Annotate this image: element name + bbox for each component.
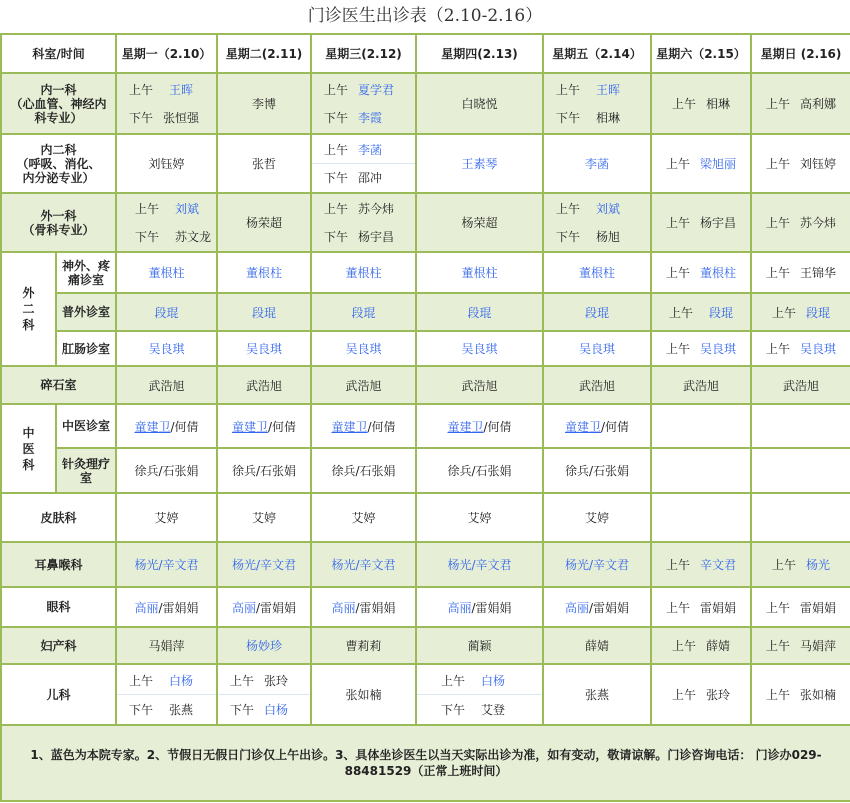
- am-label: 上午: [666, 558, 691, 572]
- cell-erbi-sat: [651, 542, 751, 587]
- cell-gangchang-wed: 吴良琪: [311, 331, 416, 366]
- cell-zhenjiu-sat: [651, 448, 751, 493]
- cell-puwai-thu: 段琨: [416, 293, 543, 331]
- day-header-tue: 星期二(2.11): [217, 34, 311, 73]
- cell-yan-sat: [651, 587, 751, 627]
- am-label: 上午: [669, 305, 694, 320]
- am-label: 上午: [672, 688, 697, 702]
- cell-yan-fri: [543, 587, 651, 627]
- cell-suishi-mon: 武浩旭: [116, 366, 217, 404]
- cell-wai1-fri: [543, 193, 651, 252]
- doctor-name: 李菡: [358, 143, 383, 157]
- day-header-thu: 星期四(2.13): [416, 34, 543, 73]
- row-yan: [1, 587, 850, 627]
- am-label: 上午: [230, 673, 255, 688]
- doctor-name: /雷娟娟: [355, 600, 396, 615]
- doctor-name: 张燕: [169, 702, 194, 717]
- doctor-name: 高丽: [447, 600, 472, 615]
- am-label: 上午: [324, 143, 349, 157]
- day-header-wed: 星期三(2.12): [311, 34, 416, 73]
- cell-suishi-tue: 武浩旭: [217, 366, 311, 404]
- cell-suishi-thu: 武浩旭: [416, 366, 543, 404]
- dept-zhongyi: [1, 404, 56, 493]
- doctor-name: /何倩: [268, 419, 297, 434]
- dept-wai2: [1, 252, 56, 366]
- doctor-name: /雷娟娟: [589, 600, 630, 615]
- cell-fuchan-thu: 蔺颖: [416, 627, 543, 664]
- doctor-name: 高丽: [134, 600, 159, 615]
- cell-fuchan-mon: 马娟萍: [116, 627, 217, 664]
- cell-er-sun: [751, 664, 850, 725]
- day-header-sun: 星期日 (2.16): [751, 34, 850, 73]
- dept-sub: （心血管、神经内科专业）: [10, 96, 107, 125]
- cell-zhenjiu-thu: 徐兵/石张娟: [416, 448, 543, 493]
- cell-fuchan-sat: [651, 627, 751, 664]
- cell-zhenjiu-sun: [751, 448, 850, 493]
- doctor-name: /何倩: [170, 419, 199, 434]
- cell-puwai-mon: 段琨: [116, 293, 217, 331]
- cell-nei2-sun: [751, 134, 850, 193]
- row-wai2-puwai: [1, 293, 850, 331]
- cell-zhenjiu-fri: 徐兵/石张娟: [543, 448, 651, 493]
- schedule-table: [0, 33, 850, 802]
- cell-nei2-wed: [311, 134, 416, 193]
- cell-shenwai-tue: 董根柱: [217, 252, 311, 293]
- row-erbi: [1, 542, 850, 587]
- cell-pifu-thu: 艾婷: [416, 493, 543, 542]
- cell-suishi-fri: 武浩旭: [543, 366, 651, 404]
- doctor-name: 夏学君: [358, 82, 395, 97]
- cell-fuchan-sun: [751, 627, 850, 664]
- doctor-name: 相琳: [596, 111, 621, 126]
- cell-zhongyi-fri: [543, 404, 651, 448]
- cell-shenwai-thu: 董根柱: [416, 252, 543, 293]
- dept-fuchan: 妇产科: [1, 627, 116, 664]
- doctor-name: 艾登: [481, 702, 506, 717]
- cell-erbi-sun: [751, 542, 850, 587]
- cell-nei2-thu: 王素琴: [416, 134, 543, 193]
- doctor-name: 杨旭: [596, 229, 621, 244]
- am-label: 上午: [556, 82, 581, 97]
- doctor-name: /雷娟娟: [471, 600, 512, 615]
- cell-pifu-tue: 艾婷: [217, 493, 311, 542]
- cell-puwai-sun: [751, 293, 850, 331]
- cell-nei2-fri: 李菡: [543, 134, 651, 193]
- day-header-sat: 星期六（2.15）: [651, 34, 751, 73]
- doctor-name: 王锦华: [800, 266, 837, 280]
- doctor-name: 苏文龙: [175, 229, 212, 244]
- pm-label: 下午: [129, 111, 154, 126]
- room-zhenjiu: 针灸理疗室: [56, 448, 116, 493]
- pm-label: 下午: [324, 171, 349, 185]
- doctor-name: 董根柱: [700, 266, 737, 280]
- doctor-name: /何倩: [367, 419, 396, 434]
- cell-er-fri: 张燕: [543, 664, 651, 725]
- doctor-name: 段琨: [709, 305, 734, 320]
- corner-header: 科室/时间: [1, 34, 116, 73]
- cell-yan-mon: [116, 587, 217, 627]
- dept-name: 内二科: [40, 142, 77, 157]
- am-label: 上午: [666, 266, 691, 280]
- cell-nei2-mon: 刘钰婷: [116, 134, 217, 193]
- dept-nei1: [1, 73, 116, 134]
- cell-gangchang-fri: 吴良琪: [543, 331, 651, 366]
- cell-wai1-sat: [651, 193, 751, 252]
- am-label: 上午: [129, 673, 154, 688]
- day-header-mon: 星期一（2.10）: [116, 34, 217, 73]
- dept-name: 外一科: [40, 208, 77, 223]
- doctor-name: 白杨: [481, 673, 506, 688]
- doctor-name: 高利娜: [800, 97, 837, 111]
- am-label: 上午: [324, 202, 349, 217]
- am-label: 上午: [672, 639, 697, 653]
- cell-yan-tue: [217, 587, 311, 627]
- doctor-name: 张恒强: [163, 111, 200, 126]
- cell-fuchan-fri: 薛婧: [543, 627, 651, 664]
- cell-puwai-tue: 段琨: [217, 293, 311, 331]
- cell-pifu-mon: 艾婷: [116, 493, 217, 542]
- am-label: 上午: [666, 216, 691, 230]
- cell-erbi-fri: 杨光/辛文君: [543, 542, 651, 587]
- doctor-name: 梁旭丽: [700, 157, 737, 171]
- dept-erbi: 耳鼻喉科: [1, 542, 116, 587]
- cell-zhongyi-thu: [416, 404, 543, 448]
- doctor-name: 邵冲: [358, 171, 383, 185]
- doctor-name: /何倩: [601, 419, 630, 434]
- pm-label: 下午: [556, 229, 581, 244]
- cell-suishi-wed: 武浩旭: [311, 366, 416, 404]
- doctor-name: 辛文君: [700, 558, 737, 572]
- am-label: 上午: [772, 558, 797, 572]
- cell-gangchang-sat: [651, 331, 751, 366]
- doctor-name: 王晖: [596, 82, 621, 97]
- dept-wai1: [1, 193, 116, 252]
- cell-fuchan-wed: 曹莉莉: [311, 627, 416, 664]
- doctor-name: /雷娟娟: [158, 600, 199, 615]
- doctor-name: 高丽: [331, 600, 356, 615]
- cell-er-mon: [116, 664, 217, 725]
- cell-erbi-wed: 杨光/辛文君: [311, 542, 416, 587]
- row-footer: [1, 725, 850, 801]
- cell-zhongyi-mon: [116, 404, 217, 448]
- am-label: 上午: [135, 202, 160, 217]
- cell-zhongyi-tue: [217, 404, 311, 448]
- cell-shenwai-sat: [651, 252, 751, 293]
- doctor-name: 相琳: [706, 97, 731, 111]
- am-label: 上午: [441, 673, 466, 688]
- doctor-name: 吴良琪: [700, 342, 737, 356]
- cell-erbi-tue: 杨光/辛文君: [217, 542, 311, 587]
- cell-nei1-thu: 白晓悦: [416, 73, 543, 134]
- room-puwai: 普外诊室: [56, 293, 116, 331]
- doctor-name: 杨光: [806, 558, 831, 572]
- doctor-name: 马娟萍: [800, 639, 837, 653]
- pm-label: 下午: [230, 702, 255, 717]
- cell-nei1-wed: [311, 73, 416, 134]
- row-er: [1, 664, 850, 725]
- am-label: 上午: [766, 216, 791, 230]
- cell-er-tue: [217, 664, 311, 725]
- page-title: 门诊医生出诊表（2.10-2.16）: [307, 6, 543, 26]
- cell-erbi-mon: 杨光/辛文君: [116, 542, 217, 587]
- cell-puwai-wed: 段琨: [311, 293, 416, 331]
- am-label: 上午: [324, 82, 349, 97]
- am-label: 上午: [772, 305, 797, 320]
- am-label: 上午: [766, 97, 791, 111]
- cell-er-sat: [651, 664, 751, 725]
- doctor-name: 苏今炜: [358, 202, 395, 217]
- room-gangchang: 肛肠诊室: [56, 331, 116, 366]
- doctor-name: /何倩: [483, 419, 512, 434]
- dept-nei2: [1, 134, 116, 193]
- pm-label: 下午: [441, 702, 466, 717]
- row-wai2-gangchang: [1, 331, 850, 366]
- cell-wai1-thu: 杨荣超: [416, 193, 543, 252]
- cell-erbi-thu: 杨光/辛文君: [416, 542, 543, 587]
- cell-pifu-fri: 艾婷: [543, 493, 651, 542]
- am-label: 上午: [766, 266, 791, 280]
- cell-fuchan-tue: 杨妙珍: [217, 627, 311, 664]
- doctor-name: 李霞: [358, 111, 383, 126]
- dept-er: 儿科: [1, 664, 116, 725]
- am-label: 上午: [766, 688, 791, 702]
- doctor-name: 白杨: [169, 673, 194, 688]
- row-zhongyi-zhenjiu: [1, 448, 850, 493]
- am-label: 上午: [766, 342, 791, 356]
- cell-yan-thu: [416, 587, 543, 627]
- am-label: 上午: [766, 157, 791, 171]
- pm-label: 下午: [324, 111, 349, 126]
- am-label: 上午: [672, 97, 697, 111]
- pm-label: 下午: [556, 111, 581, 126]
- doctor-name: 杨宇昌: [358, 229, 395, 244]
- am-label: 上午: [556, 202, 581, 217]
- dept-pifu: 皮肤科: [1, 493, 116, 542]
- doctor-name: 薛婧: [706, 639, 731, 653]
- cell-zhenjiu-wed: 徐兵/石张娟: [311, 448, 416, 493]
- doctor-name: 童建卫: [447, 419, 484, 434]
- dept-name: 内一科: [40, 82, 77, 97]
- cell-wai1-wed: [311, 193, 416, 252]
- cell-gangchang-mon: 吴良琪: [116, 331, 217, 366]
- dept-sub: （骨科专业）: [22, 222, 95, 237]
- doctor-name: 段琨: [806, 305, 831, 320]
- doctor-name: 童建卫: [134, 419, 171, 434]
- cell-wai1-sun: [751, 193, 850, 252]
- doctor-name: 刘钰婷: [800, 157, 837, 171]
- pm-label: 下午: [135, 229, 160, 244]
- cell-nei1-mon: [116, 73, 217, 134]
- row-nei1: [1, 73, 850, 134]
- row-suishi: [1, 366, 850, 404]
- cell-nei1-sat: [651, 73, 751, 134]
- dept-name: 外二科: [22, 286, 35, 332]
- cell-zhongyi-sun: [751, 404, 850, 448]
- cell-nei2-tue: 张哲: [217, 134, 311, 193]
- cell-er-wed: 张如楠: [311, 664, 416, 725]
- doctor-name: 张如楠: [800, 688, 837, 702]
- cell-gangchang-thu: 吴良琪: [416, 331, 543, 366]
- cell-shenwai-mon: 董根柱: [116, 252, 217, 293]
- cell-puwai-sat: [651, 293, 751, 331]
- doctor-name: 高丽: [564, 600, 589, 615]
- cell-puwai-fri: 段琨: [543, 293, 651, 331]
- doctor-name: /雷娟娟: [256, 600, 297, 615]
- cell-wai1-mon: [116, 193, 217, 252]
- doctor-name: 张玲: [264, 673, 289, 688]
- footer-notes: 1、蓝色为本院专家。2、节假日无假日门诊仅上午出诊。3、具体坐诊医生以当天实际出诊为准，如有变动，敬请谅解。门诊咨询电话： 门诊办029-88481529（正常上班时间）: [1, 725, 850, 801]
- cell-nei1-fri: [543, 73, 651, 134]
- doctor-name: 王晖: [169, 82, 194, 97]
- cell-shenwai-sun: [751, 252, 850, 293]
- cell-er-thu: [416, 664, 543, 725]
- dept-sub: （呼吸、消化、内分泌专业）: [16, 156, 101, 185]
- cell-pifu-sun: [751, 493, 850, 542]
- doctor-name: 高丽: [231, 600, 256, 615]
- cell-yan-wed: [311, 587, 416, 627]
- am-label: 上午: [666, 157, 691, 171]
- pm-label: 下午: [324, 229, 349, 244]
- cell-wai1-tue: 杨荣超: [217, 193, 311, 252]
- room-zhongyi: 中医诊室: [56, 404, 116, 448]
- dept-yan: 眼科: [1, 587, 116, 627]
- am-label: 上午: [666, 600, 691, 615]
- doctor-name: 刘斌: [175, 202, 200, 217]
- cell-nei1-sun: [751, 73, 850, 134]
- cell-yan-sun: [751, 587, 850, 627]
- doctor-name: 苏今炜: [800, 216, 837, 230]
- cell-zhenjiu-mon: 徐兵/石张娟: [116, 448, 217, 493]
- dept-suishi: 碎石室: [1, 366, 116, 404]
- doctor-name: 白杨: [264, 702, 289, 717]
- cell-nei2-sat: [651, 134, 751, 193]
- doctor-name: 雷娟娟: [700, 600, 737, 615]
- doctor-name: 童建卫: [231, 419, 268, 434]
- cell-pifu-sat: [651, 493, 751, 542]
- row-fuchan: [1, 627, 850, 664]
- header-row: [1, 34, 850, 73]
- doctor-name: 张玲: [706, 688, 731, 702]
- am-label: 上午: [129, 82, 154, 97]
- cell-shenwai-fri: 董根柱: [543, 252, 651, 293]
- cell-zhongyi-wed: [311, 404, 416, 448]
- day-header-fri: 星期五（2.14）: [543, 34, 651, 73]
- dept-name: 中医科: [22, 425, 35, 472]
- cell-gangchang-tue: 吴良琪: [217, 331, 311, 366]
- row-pifu: [1, 493, 850, 542]
- row-nei2: [1, 134, 850, 193]
- cell-shenwai-wed: 董根柱: [311, 252, 416, 293]
- row-wai1: [1, 193, 850, 252]
- cell-suishi-sat: 武浩旭: [651, 366, 751, 404]
- doctor-name: 童建卫: [564, 419, 601, 434]
- cell-pifu-wed: 艾婷: [311, 493, 416, 542]
- am-label: 上午: [666, 342, 691, 356]
- doctor-name: 童建卫: [331, 419, 368, 434]
- pm-label: 下午: [129, 702, 154, 717]
- cell-zhenjiu-tue: 徐兵/石张娟: [217, 448, 311, 493]
- cell-suishi-sun: 武浩旭: [751, 366, 850, 404]
- cell-zhongyi-sat: [651, 404, 751, 448]
- row-zhongyi-zhenshi: [1, 404, 850, 448]
- am-label: 上午: [766, 600, 791, 615]
- doctor-name: 吴良琪: [800, 342, 837, 356]
- cell-nei1-tue: 李博: [217, 73, 311, 134]
- doctor-name: 杨宇昌: [700, 216, 737, 230]
- row-wai2-shenwai: [1, 252, 850, 293]
- cell-gangchang-sun: [751, 331, 850, 366]
- am-label: 上午: [766, 639, 791, 653]
- room-shenwai: 神外、疼痛诊室: [56, 252, 116, 293]
- doctor-name: 雷娟娟: [800, 600, 837, 615]
- doctor-name: 刘斌: [596, 202, 621, 217]
